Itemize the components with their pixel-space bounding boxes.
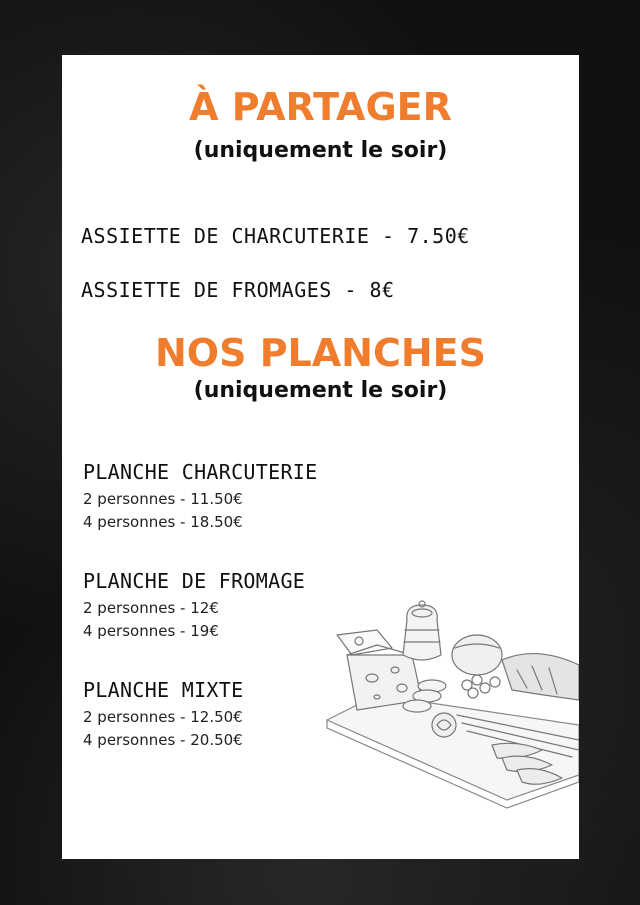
planche-price: 2 personnes - 12.50€ xyxy=(83,708,243,726)
planche-fromage xyxy=(83,569,305,643)
planche-price: 2 personnes - 11.50€ xyxy=(83,490,243,508)
cheese-charcuterie-board-icon xyxy=(317,600,579,810)
section-subtitle-nos-planches: (uniquement le soir) xyxy=(193,378,448,403)
section-subtitle-a-partager: (uniquement le soir) xyxy=(193,138,448,163)
planche-price: 4 personnes - 18.50€ xyxy=(83,513,243,531)
planche-name: PLANCHE CHARCUTERIE xyxy=(83,460,318,484)
planche-name: PLANCHE MIXTE xyxy=(83,678,244,702)
item-assiette-fromages: ASSIETTE DE FROMAGES - 8€ xyxy=(81,278,395,302)
planche-price: 4 personnes - 19€ xyxy=(83,622,219,640)
item-assiette-charcuterie: ASSIETTE DE CHARCUTERIE - 7.50€ xyxy=(81,224,470,248)
planche-mixte xyxy=(83,678,243,752)
section-title-a-partager: À PARTAGER xyxy=(189,85,452,129)
planche-price: 2 personnes - 12€ xyxy=(83,599,219,617)
menu-card xyxy=(62,55,579,859)
planche-price: 4 personnes - 20.50€ xyxy=(83,731,243,749)
planche-name: PLANCHE DE FROMAGE xyxy=(83,569,306,593)
section-title-nos-planches: NOS PLANCHES xyxy=(155,331,486,375)
planche-charcuterie xyxy=(83,460,317,534)
